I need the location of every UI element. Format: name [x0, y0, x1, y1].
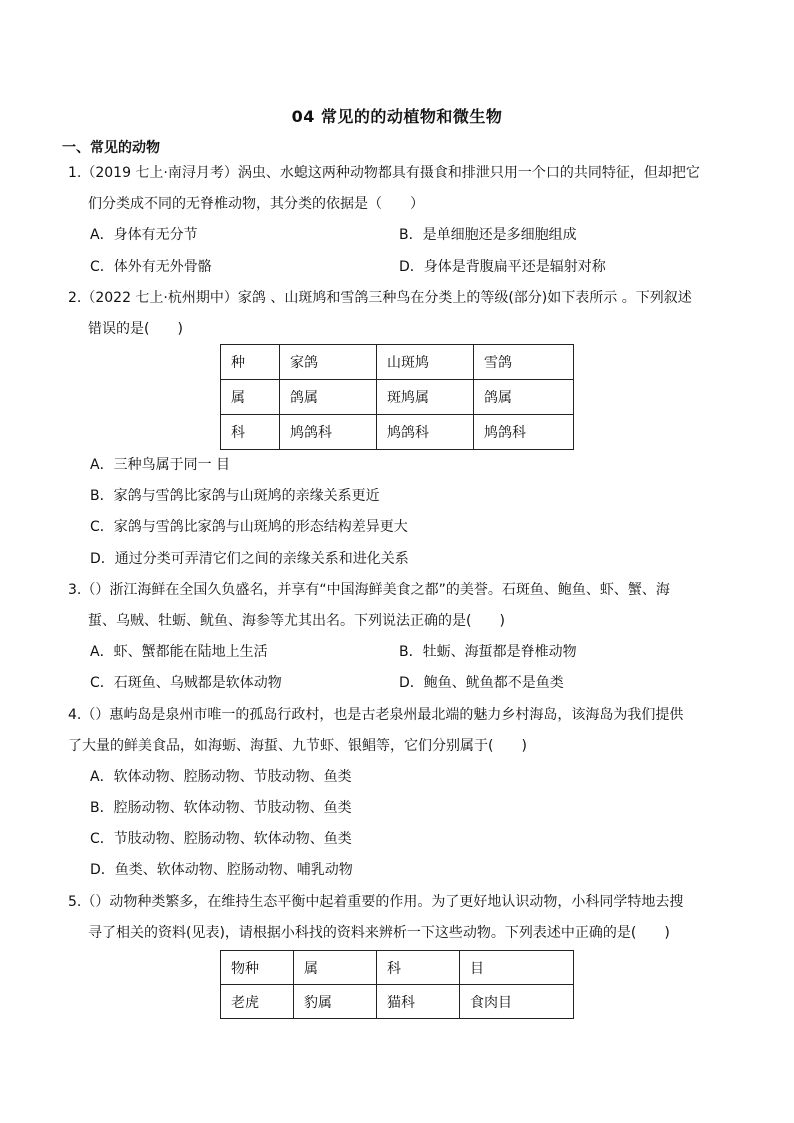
- table-cell: 鸽属: [474, 380, 574, 415]
- table-cell: 鸽属: [280, 380, 377, 415]
- table-cell: 老虎: [221, 985, 294, 1019]
- table-cell: 鸠鸽科: [377, 415, 474, 450]
- table-row: [221, 345, 574, 380]
- question-4-option-d: D．鱼类、软体动物、腔肠动物、哺乳动物: [90, 862, 353, 878]
- question-3-option-b: B．牡蛎、海蜇都是脊椎动物: [399, 644, 577, 660]
- question-4-stem: 4.（）惠屿岛是泉州市唯一的孤岛行政村，也是古老泉州最北端的魅力乡村海岛，该海岛为我们提供: [68, 707, 684, 723]
- table-row: [221, 951, 574, 985]
- table-cell: 鸠鸽科: [474, 415, 574, 450]
- question-2-option-d: D．通过分类可弄清它们之间的亲缘关系和进化关系: [90, 551, 409, 567]
- question-1-stem: 1.（2019 七上·南浔月考）涡虫、水螅这两种动物都具有摄食和排泄只用一个口的共同特征，但却把它: [68, 165, 700, 181]
- question-4-stem-cont: 了大量的鲜美食品，如海蛎、海蜇、九节虾、银鲳等，它们分别属于( ): [68, 738, 527, 754]
- question-5-stem: 5.（）动物种类繁多，在维持生态平衡中起着重要的作用。为了更好地认识动物，小科同学特地去搜: [68, 894, 684, 910]
- table-cell: 科: [221, 415, 280, 450]
- table-row: [221, 380, 574, 415]
- table-cell: 山斑鸠: [377, 345, 474, 380]
- table-cell: 鸠鸽科: [280, 415, 377, 450]
- question-3-option-c: C．石斑鱼、乌贼都是软体动物: [90, 675, 282, 691]
- question-2-stem-cont: 错误的是( ): [88, 321, 183, 337]
- table-cell: 科: [377, 951, 460, 985]
- question-1-option-d: D．身体是背腹扁平还是辐射对称: [399, 259, 606, 275]
- question-2-option-a: A．三种鸟属于同一 目: [90, 457, 231, 473]
- question-1-stem-cont: 们分类成不同的无脊椎动物，其分类的依据是（ ）: [88, 196, 424, 212]
- table-row: [221, 415, 574, 450]
- question-2-option-b: B．家鸽与雪鸽比家鸽与山斑鸠的亲缘关系更近: [90, 488, 380, 504]
- table-cell: 食肉目: [460, 985, 574, 1019]
- question-4-option-b: B．腔肠动物、软体动物、节肢动物、鱼类: [90, 800, 352, 816]
- table-cell: 雪鸽: [474, 345, 574, 380]
- animal-taxonomy-table: [220, 950, 574, 1019]
- table-cell: 目: [460, 951, 574, 985]
- question-2-option-c: C．家鸽与雪鸽比家鸽与山斑鸠的形态结构差异更大: [90, 519, 408, 535]
- question-1-option-c: C．体外有无外骨骼: [90, 259, 212, 275]
- question-1-option-b: B．是单细胞还是多细胞组成: [399, 227, 577, 243]
- table-cell: 猫科: [377, 985, 460, 1019]
- table-cell: 家鸽: [280, 345, 377, 380]
- question-3-stem-cont: 蜇、乌贼、牡蛎、鱿鱼、海参等尤其出名。下列说法正确的是( ): [88, 613, 505, 629]
- question-1-option-a: A．身体有无分节: [90, 227, 198, 243]
- page-title: 04 常见的的动植物和微生物: [291, 107, 503, 126]
- question-3-option-a: A．虾、蟹都能在陆地上生活: [90, 644, 268, 660]
- question-3-option-d: D．鲍鱼、鱿鱼都不是鱼类: [399, 675, 564, 691]
- table-cell: 豹属: [294, 985, 377, 1019]
- table-cell: 物种: [221, 951, 294, 985]
- question-5-stem-cont: 寻了相关的资料(见表)，请根据小科找的资料来辨析一下这些动物。下列表述中正确的是( ): [88, 925, 670, 941]
- bird-classification-table: [220, 344, 574, 450]
- table-cell: 斑鸠属: [377, 380, 474, 415]
- table-cell: 属: [294, 951, 377, 985]
- section-heading: 一、常见的动物: [62, 140, 160, 156]
- question-2-stem: 2.（2022 七上·杭州期中）家鸽 、山斑鸠和雪鸽三种鸟在分类上的等级(部分)如下表所示 。下列叙述: [68, 290, 692, 306]
- table-cell: 属: [221, 380, 280, 415]
- question-4-option-c: C．节肢动物、腔肠动物、软体动物、鱼类: [90, 831, 352, 847]
- table-row: [221, 985, 574, 1019]
- question-4-option-a: A．软体动物、腔肠动物、节肢动物、鱼类: [90, 769, 352, 785]
- table-cell: 种: [221, 345, 280, 380]
- question-3-stem: 3.（）浙江海鲜在全国久负盛名，并享有“中国海鲜美食之都”的美誉。石斑鱼、鲍鱼、虾、蟹、海: [68, 582, 670, 598]
